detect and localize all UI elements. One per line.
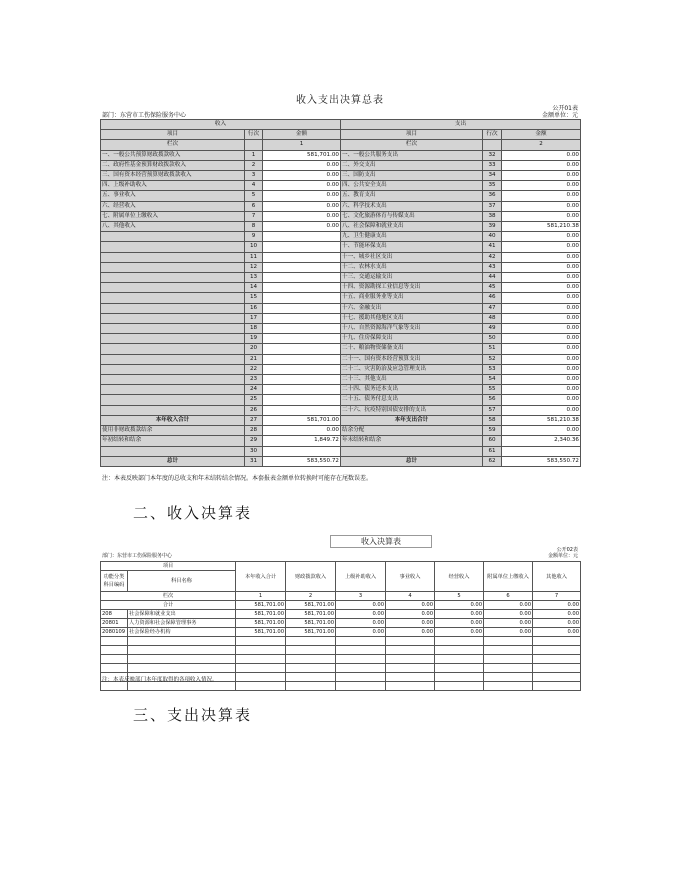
expense-item: 四、公共安全支出 bbox=[341, 181, 483, 191]
income-item: 二、政府性基金预算财政拨款收入 bbox=[101, 160, 245, 170]
total-expense-no: 58 bbox=[483, 415, 502, 425]
income-amount: 0.00 bbox=[263, 160, 341, 170]
row29-no: 29 bbox=[245, 436, 263, 446]
income-col-affiliated: 附属单位上缴收入 bbox=[484, 562, 533, 592]
summary-row bbox=[101, 303, 581, 313]
row61-no: 61 bbox=[483, 446, 502, 456]
income-row-value: 0.00 bbox=[435, 610, 484, 619]
row29-label: 年初结转和结余 bbox=[101, 436, 245, 446]
income-col-business: 经营收入 bbox=[435, 562, 484, 592]
expense-row-no: 48 bbox=[483, 313, 502, 323]
income-row-code: 208 bbox=[101, 610, 128, 619]
income-sum-label: 合计 bbox=[101, 601, 236, 610]
expense-item: 十五、商业服务业等支出 bbox=[341, 293, 483, 303]
summary-row bbox=[101, 324, 581, 334]
sheet1-dept: 部门：东营市工伤保险服务中心 bbox=[102, 112, 187, 119]
expense-item: 二、外交支出 bbox=[341, 160, 483, 170]
expense-row-no: 37 bbox=[483, 201, 502, 211]
income-row-value: 0.00 bbox=[386, 610, 435, 619]
expense-item: 十八、自然资源海洋气象等支出 bbox=[341, 324, 483, 334]
summary-row bbox=[101, 252, 581, 262]
income-row-no: 2 bbox=[245, 160, 263, 170]
total-income-label: 本年收入合计 bbox=[101, 415, 245, 425]
expense-item: 二十、粮油物资储备支出 bbox=[341, 344, 483, 354]
income-amount bbox=[263, 303, 341, 313]
income-row-value: 0.00 bbox=[336, 628, 386, 637]
income-row-no: 9 bbox=[245, 232, 263, 242]
expense-amount: 0.00 bbox=[502, 262, 581, 272]
income-amount bbox=[263, 375, 341, 385]
income-amount bbox=[263, 273, 341, 283]
income-item bbox=[101, 313, 245, 323]
income-row-value: 0.00 bbox=[435, 619, 484, 628]
total-income-amount: 581,701.00 bbox=[263, 415, 341, 425]
income-row-no: 1 bbox=[245, 150, 263, 160]
income-col-fiscal: 财政拨款收入 bbox=[286, 562, 336, 592]
income-item bbox=[101, 242, 245, 252]
sheet2-unit: 金额单位：元 bbox=[547, 553, 578, 559]
income-sum-business: 0.00 bbox=[435, 601, 484, 610]
income-row-no: 14 bbox=[245, 283, 263, 293]
income-row-no: 12 bbox=[245, 262, 263, 272]
expense-row-no: 36 bbox=[483, 191, 502, 201]
sheet2-note: 注：本表反映部门本年度取得的各项收入情况。 bbox=[102, 677, 218, 683]
expense-item: 二十一、国有资本经营预算支出 bbox=[341, 354, 483, 364]
expense-amount: 0.00 bbox=[502, 232, 581, 242]
summary-row bbox=[101, 395, 581, 405]
expense-row-no: 49 bbox=[483, 324, 502, 334]
summary-row bbox=[101, 232, 581, 242]
expense-item: 十三、交通运输支出 bbox=[341, 273, 483, 283]
income-amount: 0.00 bbox=[263, 191, 341, 201]
total-expense-amount: 581,210.38 bbox=[502, 415, 581, 425]
income-amount bbox=[263, 405, 341, 415]
expense-item: 二十六、抗疫特别国债安排的支出 bbox=[341, 405, 483, 415]
summary-row bbox=[101, 171, 581, 181]
income-row-value: 581,701.00 bbox=[236, 610, 286, 619]
income-lanci-5: 5 bbox=[435, 592, 484, 601]
expense-row-no: 41 bbox=[483, 242, 502, 252]
income-row-no: 7 bbox=[245, 211, 263, 221]
row59-no: 59 bbox=[483, 426, 502, 436]
income-row-value: 581,701.00 bbox=[236, 619, 286, 628]
expense-item: 二十四、债务还本支出 bbox=[341, 385, 483, 395]
sheet2-dept: 部门：东营市工伤保险服务中心 bbox=[102, 553, 173, 559]
expense-col-item: 项目 bbox=[341, 130, 483, 140]
income-row-no: 24 bbox=[245, 385, 263, 395]
expense-amount: 0.00 bbox=[502, 405, 581, 415]
income-row-no: 6 bbox=[245, 201, 263, 211]
expense-amount: 0.00 bbox=[502, 160, 581, 170]
summary-row bbox=[101, 293, 581, 303]
summary-row bbox=[101, 160, 581, 170]
expense-row-no: 35 bbox=[483, 181, 502, 191]
expense-row-no: 34 bbox=[483, 171, 502, 181]
summary-row bbox=[101, 150, 581, 160]
expense-row-no: 57 bbox=[483, 405, 502, 415]
income-row-no: 15 bbox=[245, 293, 263, 303]
grand-income-amount: 583,550.72 bbox=[263, 456, 341, 466]
summary-row bbox=[101, 334, 581, 344]
summary-row bbox=[101, 405, 581, 415]
income-row-value: 581,701.00 bbox=[286, 628, 336, 637]
grand-expense-amount: 583,550.72 bbox=[502, 456, 581, 466]
expense-item: 二十五、债务付息支出 bbox=[341, 395, 483, 405]
expense-header: 支出 bbox=[341, 120, 581, 130]
income-item bbox=[101, 354, 245, 364]
income-col-row: 行次 bbox=[245, 130, 263, 140]
expense-row-no: 52 bbox=[483, 354, 502, 364]
income-amount bbox=[263, 395, 341, 405]
income-amount: 0.00 bbox=[263, 181, 341, 191]
summary-row bbox=[101, 283, 581, 293]
total-income-no: 27 bbox=[245, 415, 263, 425]
income-item bbox=[101, 303, 245, 313]
income-row-no: 13 bbox=[245, 273, 263, 283]
income-row-value: 581,701.00 bbox=[236, 628, 286, 637]
income-lanci-4: 4 bbox=[386, 592, 435, 601]
income-table bbox=[100, 561, 581, 691]
income-col-other: 其他收入 bbox=[533, 562, 581, 592]
expense-amount: 0.00 bbox=[502, 293, 581, 303]
income-row-no: 21 bbox=[245, 354, 263, 364]
expense-amount: 0.00 bbox=[502, 201, 581, 211]
expense-row-no: 44 bbox=[483, 273, 502, 283]
income-row-no: 8 bbox=[245, 222, 263, 232]
income-row-value: 581,701.00 bbox=[286, 610, 336, 619]
expense-amount: 0.00 bbox=[502, 364, 581, 374]
expense-row-no: 38 bbox=[483, 211, 502, 221]
expense-item: 二十二、灾害防治及应急管理支出 bbox=[341, 364, 483, 374]
income-row-code: 2080109 bbox=[101, 628, 128, 637]
sheet1-form-no: 公开01表 bbox=[552, 105, 578, 112]
income-lanci-label: 栏次 bbox=[101, 592, 236, 601]
income-row-no: 18 bbox=[245, 324, 263, 334]
income-row-value: 0.00 bbox=[386, 619, 435, 628]
expense-amount: 0.00 bbox=[502, 283, 581, 293]
income-row-no: 23 bbox=[245, 375, 263, 385]
income-row-no: 26 bbox=[245, 405, 263, 415]
summary-row bbox=[101, 201, 581, 211]
income-sum-affiliated: 0.00 bbox=[484, 601, 533, 610]
income-sum-upper: 0.00 bbox=[336, 601, 386, 610]
sheet2-form-no: 公开02表 bbox=[556, 547, 578, 553]
income-item: 六、经营收入 bbox=[101, 201, 245, 211]
income-row-value: 0.00 bbox=[533, 610, 581, 619]
income-amount: 581,701.00 bbox=[263, 150, 341, 160]
income-item bbox=[101, 262, 245, 272]
row59-label: 结余分配 bbox=[341, 426, 483, 436]
expense-amount: 0.00 bbox=[502, 354, 581, 364]
expense-row-no: 33 bbox=[483, 160, 502, 170]
income-row-name: 社会保障和就业支出 bbox=[128, 610, 236, 619]
summary-row bbox=[101, 313, 581, 323]
income-sum-total: 581,701.00 bbox=[236, 601, 286, 610]
income-item bbox=[101, 375, 245, 385]
income-amount bbox=[263, 344, 341, 354]
income-amount bbox=[263, 262, 341, 272]
income-item: 五、事业收入 bbox=[101, 191, 245, 201]
income-amount bbox=[263, 324, 341, 334]
income-item bbox=[101, 293, 245, 303]
summary-row bbox=[101, 273, 581, 283]
expense-row-no: 32 bbox=[483, 150, 502, 160]
income-item bbox=[101, 273, 245, 283]
summary-row bbox=[101, 262, 581, 272]
income-sum-fiscal: 581,701.00 bbox=[286, 601, 336, 610]
income-item bbox=[101, 252, 245, 262]
income-amount bbox=[263, 313, 341, 323]
expense-lanci-num: 2 bbox=[502, 140, 581, 150]
summary-row bbox=[101, 181, 581, 191]
income-row-value: 0.00 bbox=[484, 610, 533, 619]
expense-amount: 0.00 bbox=[502, 191, 581, 201]
income-item bbox=[101, 232, 245, 242]
grand-expense-label: 总计 bbox=[341, 456, 483, 466]
income-row-no: 16 bbox=[245, 303, 263, 313]
income-amount: 0.00 bbox=[263, 211, 341, 221]
income-row bbox=[101, 610, 581, 619]
sheet1-title: 收入支出决算总表 bbox=[296, 95, 384, 106]
income-col-career: 事业收入 bbox=[386, 562, 435, 592]
income-row-value: 0.00 bbox=[533, 619, 581, 628]
summary-row bbox=[101, 344, 581, 354]
income-lanci-1: 1 bbox=[236, 592, 286, 601]
income-amount: 0.00 bbox=[263, 201, 341, 211]
expense-amount: 0.00 bbox=[502, 324, 581, 334]
row28-amount: 0.00 bbox=[263, 426, 341, 436]
income-item: 三、国有资本经营预算财政拨款收入 bbox=[101, 171, 245, 181]
row60-no: 60 bbox=[483, 436, 502, 446]
income-lanci-2: 2 bbox=[286, 592, 336, 601]
grand-income-label: 总计 bbox=[101, 456, 245, 466]
income-item: 七、附属单位上缴收入 bbox=[101, 211, 245, 221]
income-col-total: 本年收入合计 bbox=[236, 562, 286, 592]
income-row-value: 0.00 bbox=[533, 628, 581, 637]
expense-row-no: 43 bbox=[483, 262, 502, 272]
income-sum-career: 0.00 bbox=[386, 601, 435, 610]
expense-row-no: 42 bbox=[483, 252, 502, 262]
income-amount: 0.00 bbox=[263, 171, 341, 181]
expense-amount: 0.00 bbox=[502, 273, 581, 283]
summary-table bbox=[100, 119, 581, 467]
expense-amount: 0.00 bbox=[502, 303, 581, 313]
expense-row-no: 53 bbox=[483, 364, 502, 374]
expense-item: 一、一般公共服务支出 bbox=[341, 150, 483, 160]
row60-label: 年末结转和结余 bbox=[341, 436, 483, 446]
summary-row bbox=[101, 191, 581, 201]
expense-item: 十一、城乡社区支出 bbox=[341, 252, 483, 262]
income-row-no: 20 bbox=[245, 344, 263, 354]
income-col-amount: 金额 bbox=[263, 130, 341, 140]
income-row bbox=[101, 619, 581, 628]
income-item bbox=[101, 405, 245, 415]
expense-amount: 0.00 bbox=[502, 334, 581, 344]
expense-item: 七、文化旅游体育与传媒支出 bbox=[341, 211, 483, 221]
row30-no: 30 bbox=[245, 446, 263, 456]
income-col-item: 项目 bbox=[101, 130, 245, 140]
income-empty-row bbox=[101, 655, 581, 664]
income-row-no: 4 bbox=[245, 181, 263, 191]
expense-item: 二十三、其他支出 bbox=[341, 375, 483, 385]
expense-amount: 0.00 bbox=[502, 181, 581, 191]
expense-lanci-label: 栏次 bbox=[341, 140, 483, 150]
expense-amount: 0.00 bbox=[502, 150, 581, 160]
income-item bbox=[101, 344, 245, 354]
income-item bbox=[101, 334, 245, 344]
row60-amount: 2,340.36 bbox=[502, 436, 581, 446]
income-row bbox=[101, 628, 581, 637]
sheet1-unit: 金额单位：元 bbox=[541, 112, 578, 119]
income-lanci-label: 栏次 bbox=[101, 140, 245, 150]
row59-amount: 0.00 bbox=[502, 426, 581, 436]
income-item bbox=[101, 283, 245, 293]
income-row-value: 0.00 bbox=[336, 610, 386, 619]
income-row-no: 10 bbox=[245, 242, 263, 252]
expense-item: 三、国防支出 bbox=[341, 171, 483, 181]
income-row-value: 0.00 bbox=[386, 628, 435, 637]
row28-no: 28 bbox=[245, 426, 263, 436]
income-row-value: 0.00 bbox=[484, 619, 533, 628]
income-amount bbox=[263, 252, 341, 262]
expense-amount: 0.00 bbox=[502, 242, 581, 252]
sheet2-title: 收入决算表 bbox=[330, 535, 432, 548]
expense-item: 六、科学技术支出 bbox=[341, 201, 483, 211]
sheet1-note: 注：本表反映部门本年度的总收支和年末结转结余情况。本套报表金额单位转换时可能存在尾数误差。 bbox=[102, 475, 373, 482]
expense-row-no: 51 bbox=[483, 344, 502, 354]
income-lanci-6: 6 bbox=[484, 592, 533, 601]
income-amount bbox=[263, 354, 341, 364]
expense-col-row: 行次 bbox=[483, 130, 502, 140]
income-amount bbox=[263, 293, 341, 303]
income-item: 八、其他收入 bbox=[101, 222, 245, 232]
income-empty-row bbox=[101, 646, 581, 655]
income-lanci-num: 1 bbox=[263, 140, 341, 150]
income-row-no: 11 bbox=[245, 252, 263, 262]
row28-label: 使用非财政拨款结余 bbox=[101, 426, 245, 436]
income-col-project: 项目 bbox=[101, 562, 236, 571]
income-row-value: 581,701.00 bbox=[286, 619, 336, 628]
income-amount bbox=[263, 283, 341, 293]
income-amount bbox=[263, 364, 341, 374]
expense-amount: 581,210.38 bbox=[502, 222, 581, 232]
expense-amount: 0.00 bbox=[502, 344, 581, 354]
income-item bbox=[101, 385, 245, 395]
expense-item: 十、节能环保支出 bbox=[341, 242, 483, 252]
section-heading-expense: 三、支出决算表 bbox=[133, 706, 253, 724]
income-row-value: 0.00 bbox=[336, 619, 386, 628]
summary-row bbox=[101, 385, 581, 395]
expense-item: 十二、农林水支出 bbox=[341, 262, 483, 272]
expense-row-no: 50 bbox=[483, 334, 502, 344]
row29-amount: 1,849.72 bbox=[263, 436, 341, 446]
income-empty-row bbox=[101, 664, 581, 673]
expense-row-no: 56 bbox=[483, 395, 502, 405]
expense-row-no: 39 bbox=[483, 222, 502, 232]
income-col-name: 科目名称 bbox=[128, 571, 236, 592]
income-row-name: 人力资源和社会保障管理事务 bbox=[128, 619, 236, 628]
income-row-name: 社会保险经办机构 bbox=[128, 628, 236, 637]
expense-amount: 0.00 bbox=[502, 385, 581, 395]
income-amount bbox=[263, 232, 341, 242]
income-row-no: 22 bbox=[245, 364, 263, 374]
section-heading-income: 二、收入决算表 bbox=[133, 504, 253, 522]
total-expense-label: 本年支出合计 bbox=[341, 415, 483, 425]
expense-amount: 0.00 bbox=[502, 375, 581, 385]
expense-item: 十四、资源勘探工业信息等支出 bbox=[341, 283, 483, 293]
income-row-no: 19 bbox=[245, 334, 263, 344]
expense-amount: 0.00 bbox=[502, 313, 581, 323]
summary-row bbox=[101, 354, 581, 364]
income-row-code: 20801 bbox=[101, 619, 128, 628]
income-sum-other: 0.00 bbox=[533, 601, 581, 610]
income-item bbox=[101, 324, 245, 334]
income-item bbox=[101, 395, 245, 405]
summary-row bbox=[101, 211, 581, 221]
expense-amount: 0.00 bbox=[502, 171, 581, 181]
expense-row-no: 45 bbox=[483, 283, 502, 293]
income-amount bbox=[263, 334, 341, 344]
expense-item: 十九、住房保障支出 bbox=[341, 334, 483, 344]
income-row-no: 25 bbox=[245, 395, 263, 405]
expense-amount: 0.00 bbox=[502, 252, 581, 262]
expense-item: 八、社会保障和就业支出 bbox=[341, 222, 483, 232]
summary-row bbox=[101, 375, 581, 385]
income-lanci-7: 7 bbox=[533, 592, 581, 601]
income-row-no: 17 bbox=[245, 313, 263, 323]
expense-row-no: 55 bbox=[483, 385, 502, 395]
income-amount: 0.00 bbox=[263, 222, 341, 232]
expense-amount: 0.00 bbox=[502, 395, 581, 405]
expense-row-no: 47 bbox=[483, 303, 502, 313]
expense-amount: 0.00 bbox=[502, 211, 581, 221]
expense-item: 九、卫生健康支出 bbox=[341, 232, 483, 242]
expense-item: 十七、援助其他地区支出 bbox=[341, 313, 483, 323]
expense-item: 五、教育支出 bbox=[341, 191, 483, 201]
expense-row-no: 40 bbox=[483, 232, 502, 242]
income-amount bbox=[263, 242, 341, 252]
income-col-code: 功能分类科目编码 bbox=[101, 571, 128, 592]
income-row-value: 0.00 bbox=[484, 628, 533, 637]
income-empty-row bbox=[101, 637, 581, 646]
income-col-upper: 上级补助收入 bbox=[336, 562, 386, 592]
expense-item: 十六、金融支出 bbox=[341, 303, 483, 313]
expense-col-amount: 金额 bbox=[502, 130, 581, 140]
income-lanci-3: 3 bbox=[336, 592, 386, 601]
income-item bbox=[101, 364, 245, 374]
income-item: 四、上级补助收入 bbox=[101, 181, 245, 191]
summary-row bbox=[101, 364, 581, 374]
income-row-no: 5 bbox=[245, 191, 263, 201]
expense-row-no: 46 bbox=[483, 293, 502, 303]
expense-row-no: 54 bbox=[483, 375, 502, 385]
grand-expense-no: 62 bbox=[483, 456, 502, 466]
summary-row bbox=[101, 222, 581, 232]
income-item: 一、一般公共预算财政拨款收入 bbox=[101, 150, 245, 160]
income-row-no: 3 bbox=[245, 171, 263, 181]
summary-row bbox=[101, 242, 581, 252]
income-header: 收入 bbox=[101, 120, 341, 130]
income-amount bbox=[263, 385, 341, 395]
income-row-value: 0.00 bbox=[435, 628, 484, 637]
grand-income-no: 31 bbox=[245, 456, 263, 466]
